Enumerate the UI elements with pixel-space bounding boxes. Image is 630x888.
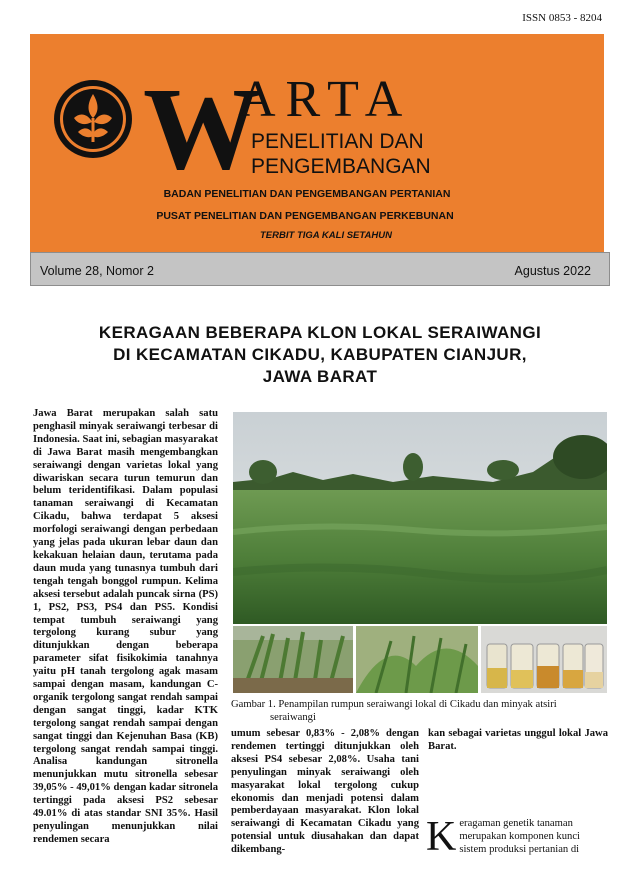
essential-oil-bottles-photo (481, 626, 607, 693)
figure-caption (231, 698, 609, 724)
masthead-big-letter: W (143, 63, 261, 194)
introduction-paragraph (426, 814, 608, 860)
introduction-text: eragaman genetik tanaman merupakan komponen kunci sistem produksi pertanian di (459, 818, 580, 855)
plant-clump-photo-1 (233, 626, 353, 693)
abstract-left-column: Jawa Barat merupakan salah satu penghasil minyak seraiwangi terbesar di Indonesia. Saat ini, sebagian masyarakat di Jawa Barat masih mengembangkan seraiwangi dengan varietas lokal yang diwariskan secara turun temurun dan belum teridentifikasi. Dalam populasi tanaman seraiwangi di Kecamatan Cikadu, bahwa terdapat 5 aksesi morfologi seraiwangi dengan perbedaan yang jelas pada ukuran lebar daun dan kekakuan helaian daun, terutama pada daun muda yang tunasnya tumbuh dari tengah tengah bonggol rumpun. Kelima aksesi tersebut adalah puncak sirna (PS) 1, PS2, PS3, PS4 dan PS5. Kondisi tempat tumbuh seraiwangi yang tergolong kurang subur yang ditunjukkan dengan beberapa parameter sifat fisikokimia tanahnya yaitu pH tanah tergolong agak masam sampai dengan masam, kandungan C-organik tergolong sangat rendah sampai dengan sangat tinggi, kadar KTK tergolong sangat rendah sampai dengan sangat tinggi dan Kejenuhan Basa (KB) tergolong sangat rendah sampai tinggi. Analisa kandungan sitronella menunjukkan mutu sitronella sebesar 39,05% - 49,01% dengan kadar sitronela tertinggi pada aksesi PS2 sebesar 49.01% di atas standar SNI 35%. Hasil penyulingan menunjukkan nilai rendemen secara (33, 408, 218, 845)
article-title-line1: KERAGAAN BEBERAPA KLON LOKAL SERAIWANGI (98, 323, 542, 342)
abstract-middle-column: umum sebesar 0,83% - 2,08% dengan rendemen tertinggi ditunjukkan oleh aksesi PS4 sebesar 2,08%. Usaha tani penyulingan minyak seraiwangi oleh masyarakat lokal tergolong cukup ekonomis dan menjadi potensi dalam pemberdayaan masyarakat. Klon lokal seraiwangi di Kecamatan Cikadu yang potensial untuk diusahakan dan dapat dikembang- (231, 728, 419, 856)
issn-number: ISSN 0853 - 8204 (522, 12, 602, 24)
masthead-title: ARTA (238, 71, 413, 128)
masthead-subtitle-line1: PENELITIAN DAN (251, 130, 424, 153)
agency-logo-icon (52, 78, 134, 160)
article-title-line3: JAWA BARAT (262, 367, 378, 386)
publication-frequency: TERBIT TIGA KALI SETAHUN (260, 230, 392, 241)
issue-volume: Volume 28, Nomor 2 (40, 264, 154, 278)
organization-line1: BADAN PENELITIAN DAN PENGEMBANGAN PERTANIAN (163, 188, 451, 200)
figure-caption-line1: Gambar 1. Penampilan rumpun seraiwangi lokal di Cikadu dan minyak atsiri (231, 699, 557, 710)
masthead-banner (30, 34, 604, 252)
organization-line2: PUSAT PENELITIAN DAN PENGEMBANGAN PERKEBUNAN (156, 210, 454, 222)
article-title (30, 322, 610, 388)
issue-bar (30, 252, 610, 286)
issue-date: Agustus 2022 (514, 264, 591, 278)
masthead-subtitle-line2: PENGEMBANGAN (251, 155, 431, 178)
drop-cap: K (426, 814, 457, 860)
plant-clump-photo-2 (356, 626, 478, 693)
article-title-line2: DI KECAMATAN CIKADU, KABUPATEN CIANJUR, (113, 345, 527, 364)
figure-caption-line2: seraiwangi (270, 712, 316, 723)
abstract-right-column: kan sebagai varietas unggul lokal Jawa Barat. (428, 728, 608, 752)
field-photo (233, 412, 607, 624)
